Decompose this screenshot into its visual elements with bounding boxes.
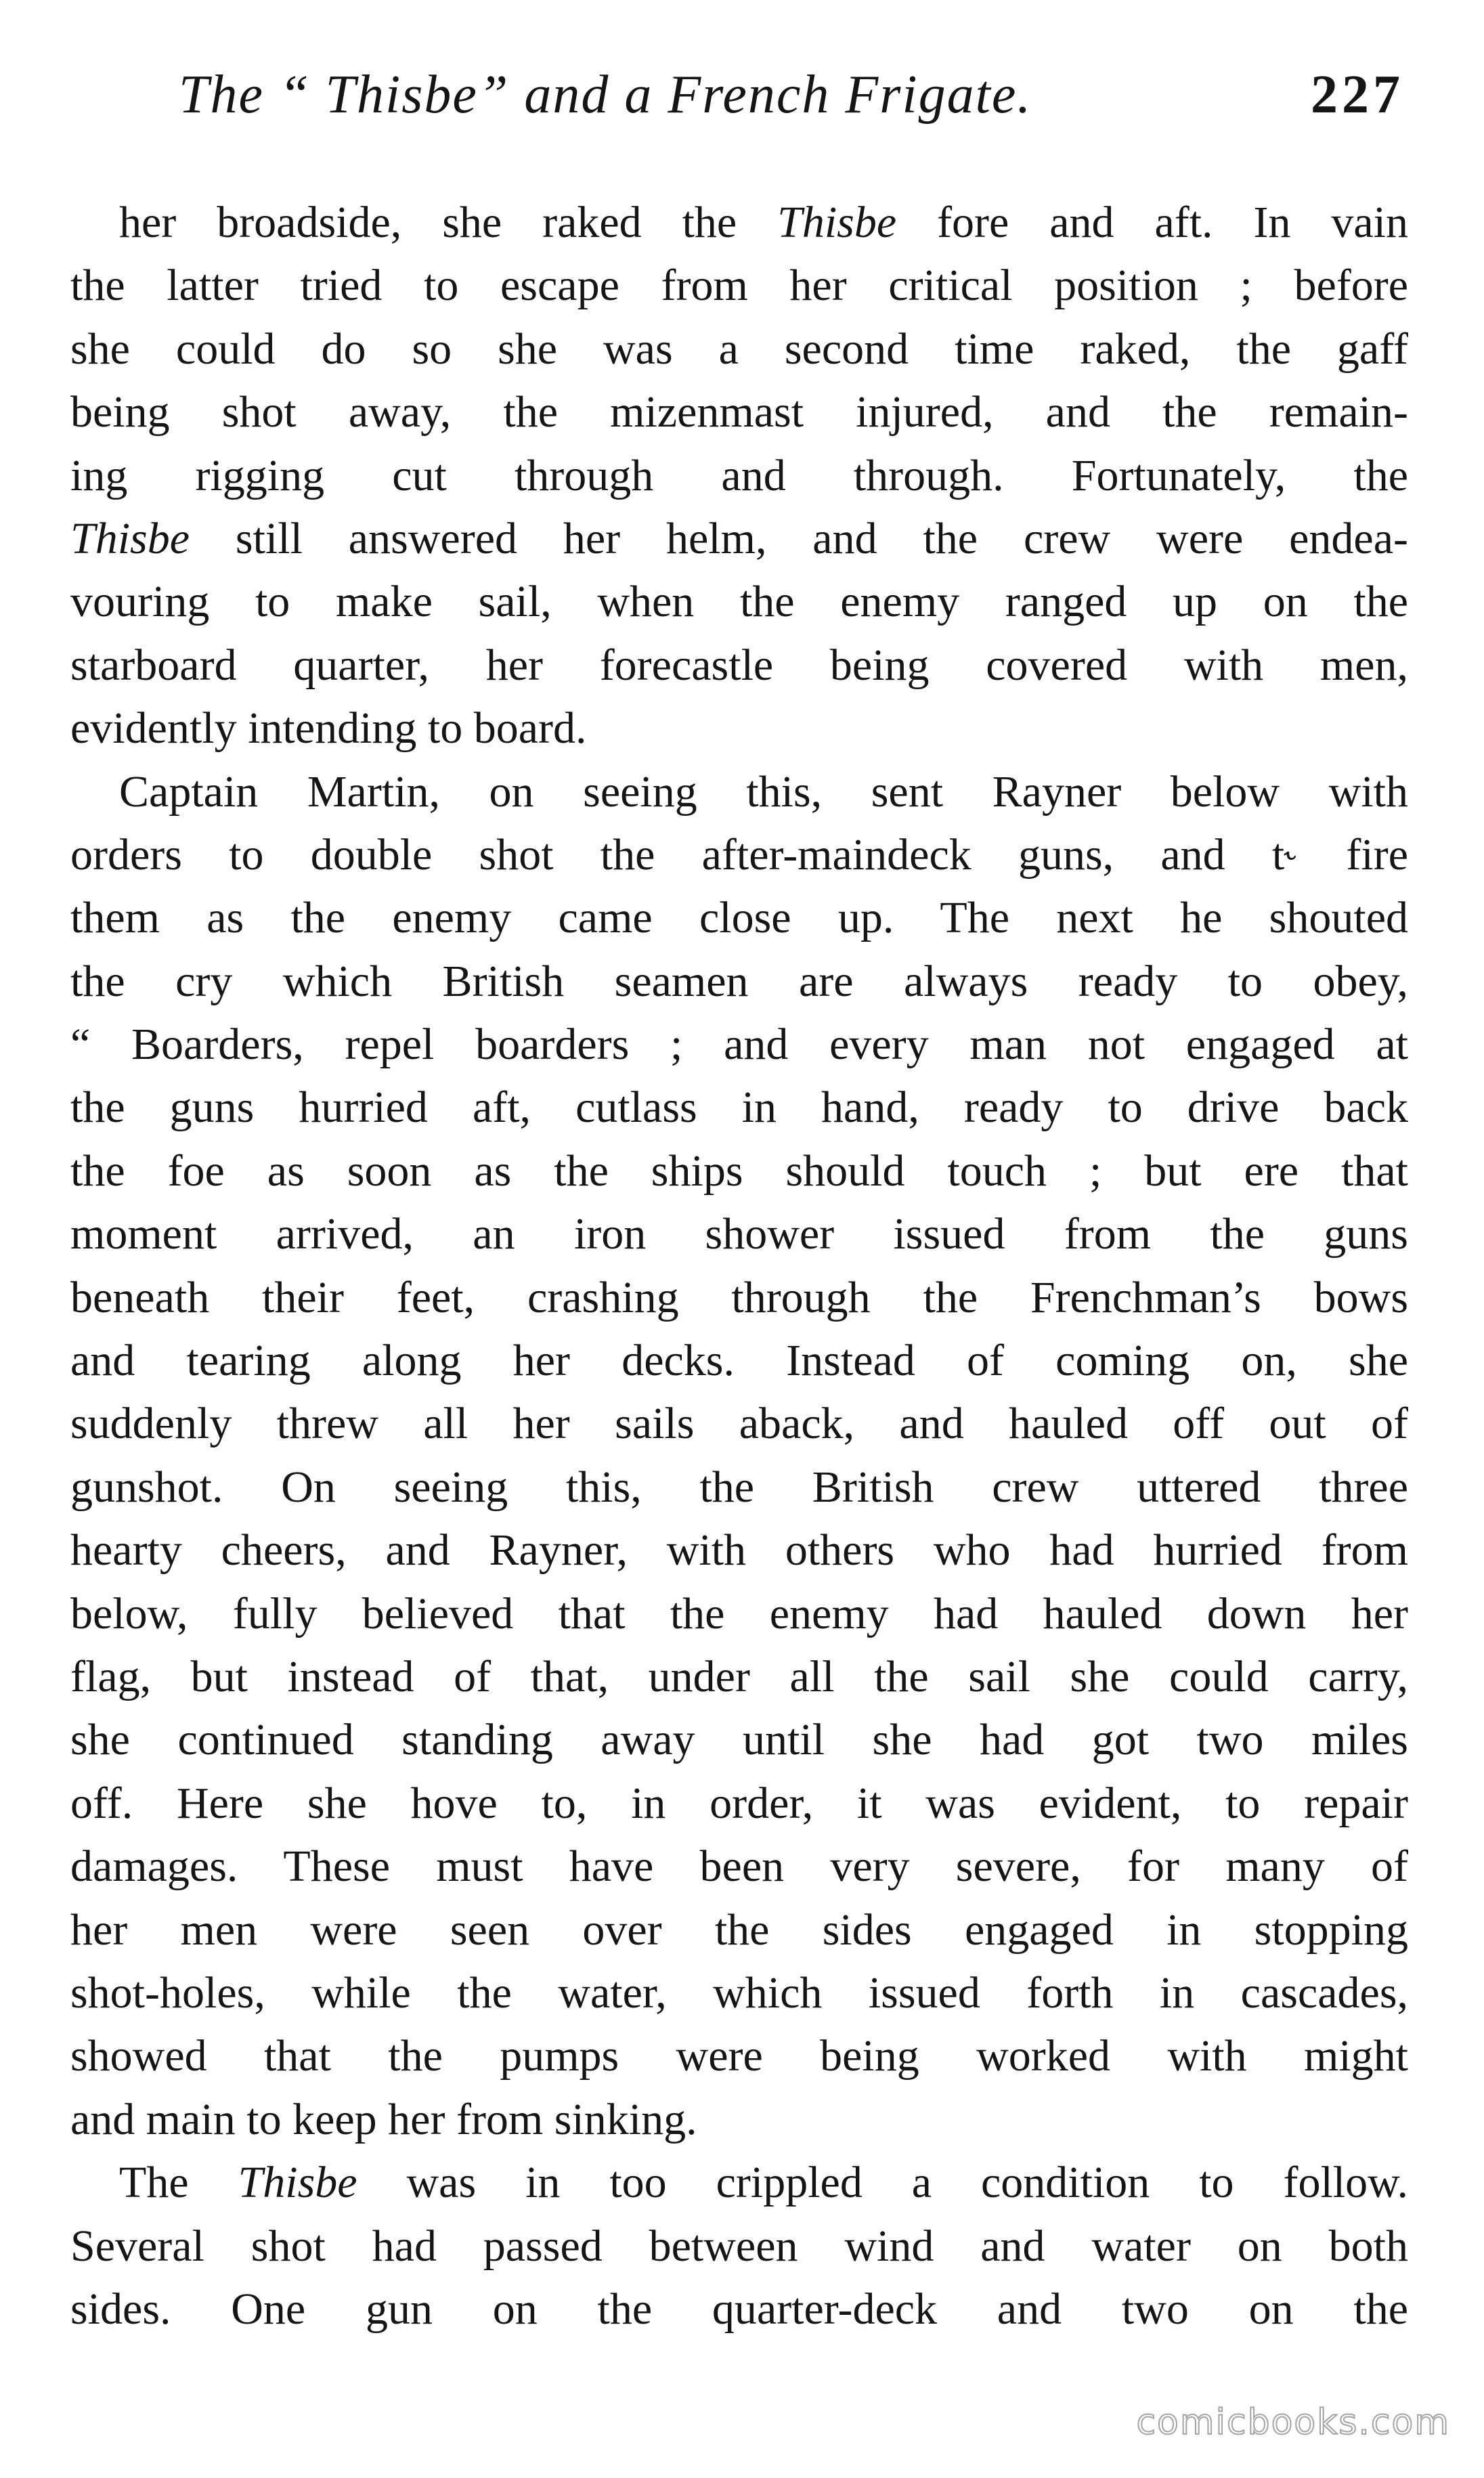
text-line	[70, 2278, 1408, 2341]
text-run: her broadside, she raked the	[119, 198, 778, 247]
text-run: and main to keep her from sinking.	[70, 2094, 697, 2144]
text-line	[70, 444, 1408, 507]
text-run: below, fully believed that the enemy had hauled down her	[70, 1588, 1408, 1638]
text-run: her men were seen over the sides engaged in stopping	[70, 1905, 1408, 1955]
body-text	[70, 191, 1408, 2341]
text-run: beneath their feet, crashing through the Frenchman’s bows	[70, 1272, 1408, 1322]
text-run: “ Boarders, repel boarders ; and every man not engaged at	[70, 1020, 1408, 1070]
text-line	[70, 1835, 1408, 1898]
text-line	[70, 318, 1408, 381]
text-run: she could do so she was a second time raked, the gaff	[70, 324, 1408, 374]
text-run: suddenly threw all her sails aback, and hauled off out of	[70, 1399, 1408, 1449]
running-head-title: The “ Thisbe” and a French Frigate.	[179, 65, 1032, 125]
text-run: flag, but instead of that, under all the sail she could carry,	[70, 1651, 1408, 1701]
watermark: comicbooks.com	[1136, 2402, 1450, 2443]
text-run: The	[119, 2158, 238, 2208]
text-run: the foe as soon as the ships should touch ; but ere that	[70, 1146, 1408, 1196]
text-line	[70, 507, 1408, 570]
text-run: ing rigging cut through and through. Fortunately, the	[70, 450, 1408, 500]
text-run: Captain Martin, on seeing this, sent Rayner below with	[119, 766, 1408, 817]
text-line	[70, 1392, 1408, 1455]
ship-name: Thisbe	[777, 198, 897, 247]
text-line	[70, 1519, 1408, 1582]
text-line	[70, 1139, 1408, 1202]
text-line	[70, 2151, 1408, 2214]
text-run: off. Here she hove to, in order, it was evident, to repair	[70, 1778, 1408, 1828]
text-run: orders to double shot the after-maindeck guns, and t˞ fire	[70, 829, 1408, 879]
text-run: showed that the pumps were being worked with might	[70, 2031, 1408, 2081]
text-run: damages. These must have been very severe, for many of	[70, 1842, 1408, 1892]
text-run: still answered her helm, and the crew were endea-	[190, 513, 1408, 563]
text-line	[70, 1329, 1408, 1392]
text-line	[70, 381, 1408, 443]
page-number: 227	[1311, 65, 1404, 125]
text-run: gunshot. On seeing this, the British crew uttered three	[70, 1462, 1408, 1512]
text-line	[70, 2215, 1408, 2278]
text-line	[70, 1013, 1408, 1076]
text-line	[70, 1772, 1408, 1835]
text-run: shot-holes, while the water, which issued forth in cascades,	[70, 1968, 1408, 2018]
text-line	[70, 950, 1408, 1013]
text-run: was in too crippled a condition to follow.	[357, 2158, 1408, 2208]
text-line	[70, 697, 1408, 760]
text-line	[70, 1898, 1408, 1961]
text-line	[70, 570, 1408, 633]
text-line	[70, 823, 1408, 886]
text-run: evidently intending to board.	[70, 703, 587, 754]
text-run: vouring to make sail, when the enemy ranged up on the	[70, 577, 1408, 627]
text-line	[70, 1202, 1408, 1265]
running-head	[179, 64, 1404, 146]
text-line	[70, 254, 1408, 317]
ship-name: Thisbe	[238, 2158, 357, 2208]
text-run: being shot away, the mizenmast injured, and the remain-	[70, 387, 1408, 437]
text-run: the cry which British seamen are always ready to obey,	[70, 956, 1408, 1006]
text-run: fore and aft. In vain	[896, 198, 1408, 247]
text-line	[70, 2088, 1408, 2151]
text-line	[70, 2024, 1408, 2087]
text-run: them as the enemy came close up. The next he shouted	[70, 893, 1408, 943]
text-line	[70, 634, 1408, 697]
text-run: starboard quarter, her forecastle being covered with men,	[70, 640, 1408, 690]
text-run: she continued standing away until she had got two miles	[70, 1715, 1408, 1765]
ship-name: Thisbe	[70, 513, 190, 563]
text-run: sides. One gun on the quarter-deck and two on the	[70, 2284, 1408, 2334]
text-line	[70, 886, 1408, 949]
text-run: Several shot had passed between wind and water on both	[70, 2221, 1408, 2271]
text-line	[70, 1961, 1408, 2024]
text-run: and tearing along her decks. Instead of coming on, she	[70, 1336, 1408, 1386]
text-line	[70, 1708, 1408, 1771]
text-line	[70, 1582, 1408, 1645]
text-line	[70, 191, 1408, 254]
text-line	[70, 1076, 1408, 1139]
text-line	[70, 1456, 1408, 1519]
text-line	[70, 1266, 1408, 1329]
text-run: hearty cheers, and Rayner, with others who had hurried from	[70, 1525, 1408, 1575]
text-run: the latter tried to escape from her critical position ; before	[70, 261, 1408, 311]
text-run: moment arrived, an iron shower issued from the guns	[70, 1209, 1408, 1259]
text-run: the guns hurried aft, cutlass in hand, ready to drive back	[70, 1083, 1408, 1133]
text-line	[70, 760, 1408, 823]
text-line	[70, 1645, 1408, 1708]
